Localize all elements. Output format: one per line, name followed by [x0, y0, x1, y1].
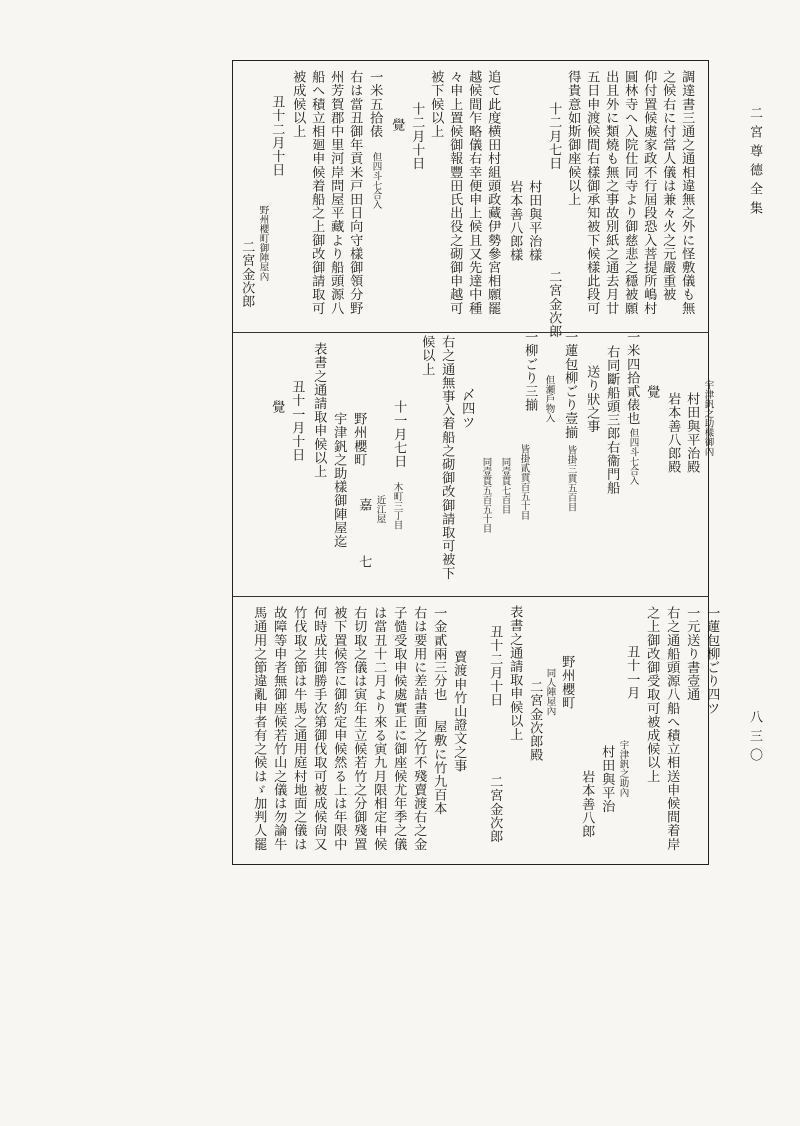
- middle-text-column: 但瀬戶物入: [543, 375, 555, 423]
- lower-text-column: 賣渡申竹山證文之事: [451, 650, 467, 773]
- upper-text-column: 覺: [389, 118, 405, 132]
- upper-text-column: 得貴意如斯御座候以上: [565, 70, 581, 206]
- middle-text-column: 覺: [644, 385, 660, 399]
- middle-text-column: 同壹貫五百五十目: [480, 457, 492, 533]
- running-title: 二宮尊德全集: [747, 106, 762, 220]
- middle-text-column: 同壹貫七百目: [499, 457, 511, 514]
- page-number: 八三〇: [747, 710, 762, 767]
- upper-text-column: 越候間乍略儀右幸便申上候且又先達中種: [466, 70, 482, 315]
- middle-text-column: 十一月七日: [391, 400, 407, 468]
- middle-text-column: 覺: [269, 400, 285, 414]
- lower-text-column: は當丑十二月より來る寅九月限相定申候: [371, 606, 387, 851]
- upper-text-column: 野州櫻町御陣屋內: [257, 205, 269, 281]
- upper-text-column: 但四斗七合入: [370, 152, 382, 209]
- upper-text-column: 一米五拾俵: [367, 70, 383, 138]
- lower-text-column: 二宮金次郎殿: [527, 680, 543, 762]
- lower-text-column: 同人陣屋內: [544, 668, 556, 716]
- upper-text-column: 仰付置候處家政不行屆段恐入菩提所嶋村: [641, 70, 657, 315]
- middle-text-column: 村田與平治殿: [684, 392, 700, 474]
- lower-text-column: 子慥受取申候處實正に御座候尤年季之儀: [391, 606, 407, 851]
- lower-text-column: 何時成共御勝手次第御伐取可被成候尙又: [311, 606, 327, 851]
- upper-text-column: 五日申渡候間右樣御承知被下候樣此段可: [584, 70, 600, 315]
- middle-text-column: 表書之通請取申候以上: [311, 342, 327, 478]
- lower-text-column: 表書之通請取申候以上: [507, 605, 523, 741]
- lower-text-column: 被下置候答に御約定申候然る上は年限中: [331, 606, 347, 851]
- middle-text-column: 七: [356, 555, 372, 569]
- lower-text-column: 一元送り書壹通: [684, 606, 700, 702]
- upper-text-column: 十二月十日: [409, 102, 425, 170]
- middle-text-column: 近江屋: [374, 495, 386, 524]
- middle-text-column: 皆掛貳貫百五十目: [518, 444, 530, 520]
- lower-text-column: 竹伐取之節は牛馬之通用庭村地面之儀は: [291, 606, 307, 851]
- lower-text-column: 一金貳兩三分也: [431, 606, 447, 702]
- lower-text-column: 右之通船頭源八船へ積立相送申候間着岸: [664, 606, 680, 851]
- middle-text-column: 岩本善八郎殿: [665, 392, 681, 474]
- upper-text-column: 被成候以上: [290, 70, 306, 138]
- upper-text-column: 村田與平治樣: [526, 180, 542, 262]
- lower-text-column: 故障等申者無御座候若竹山之儀は勿論牛: [271, 606, 287, 851]
- lower-text-column: 右は要用に差詰書面之竹不殘賣渡右之金: [411, 606, 427, 851]
- section-divider-lower: [233, 596, 709, 597]
- middle-text-column: 嘉: [356, 498, 372, 512]
- upper-text-column: 々申上置候御報豐田氏出役之砌御申越可: [447, 70, 463, 315]
- lower-text-column: 一蓮包柳ごり四ツ: [704, 606, 720, 715]
- middle-text-column: 送り狀之事: [584, 365, 600, 433]
- lower-text-column: 野州櫻町: [559, 655, 575, 710]
- middle-text-column: 皆掛三貫五百目: [565, 445, 577, 512]
- upper-text-column: 右は當丑御年貢米戸田日向守樣御領分野: [347, 70, 363, 315]
- middle-text-column: 木町三丁目: [391, 482, 403, 530]
- upper-text-column: 追て此度横田村組頭政藏伊勢參宮相願罷: [485, 70, 501, 315]
- middle-text-column: 宇津釩之助樣御內: [702, 380, 714, 456]
- upper-text-column: 二宮金次郎: [546, 270, 562, 338]
- upper-text-column: 州芳賀郡中里河岸問屋平藏より船頭源八: [328, 70, 344, 315]
- lower-text-column: 屋敷に竹九百本: [431, 720, 447, 816]
- lower-text-column: 丑十一月: [624, 645, 640, 700]
- lower-text-column: 村田與平治: [599, 745, 615, 813]
- upper-text-column: 出且外に類燒も無之事故別紙之通去月廿: [603, 70, 619, 315]
- middle-text-column: 野州櫻町: [351, 412, 367, 467]
- middle-text-column: 候以上: [419, 335, 435, 376]
- middle-text-column: 〆四ツ: [459, 388, 475, 429]
- lower-text-column: 二宮金次郎: [487, 775, 503, 843]
- upper-text-column: 船へ積立相廻申候着船之上御改御請取可: [309, 70, 325, 315]
- upper-text-column: 之候右に付當人儀は兼々火之元嚴重被: [660, 70, 676, 302]
- middle-text-column: 一蓮包柳ごり壹揃: [562, 330, 578, 439]
- upper-text-column: 十二月七日: [546, 102, 562, 170]
- middle-text-column: 一柳ごり三揃: [522, 330, 538, 412]
- lower-text-column: 宇津釩之助內: [617, 740, 629, 797]
- upper-text-column: 岩本善八郎樣: [507, 180, 523, 262]
- middle-text-column: 右同斷船頭三郎右衞門船: [604, 345, 620, 495]
- upper-text-column: 丑十二月十日: [269, 95, 285, 177]
- upper-text-column: 圓林寺へ入院仕同寺より御慈悲之穩被願: [622, 70, 638, 315]
- middle-text-column: 但四斗七合入: [627, 428, 639, 485]
- upper-text-column: 二宮金次郎: [239, 240, 255, 308]
- lower-text-column: 右切取之儀は寅年生立候若竹之分御殘置: [351, 606, 367, 851]
- upper-text-column: 調達書三通之通相違無之外に怪敷儀も無: [679, 70, 695, 315]
- middle-text-column: 宇津釩之助樣御陣屋迄: [331, 412, 347, 548]
- middle-text-column: 丑十一月十日: [289, 380, 305, 462]
- lower-text-column: 岩本善八郎: [579, 770, 595, 838]
- lower-text-column: 馬通用之節違亂申者有之候はゞ加判人罷: [251, 606, 267, 851]
- lower-text-column: 之上御改御受取可被成候以上: [644, 606, 660, 783]
- lower-text-column: 丑十二月十日: [487, 625, 503, 707]
- upper-text-column: 被下候以上: [428, 70, 444, 138]
- middle-text-column: 右之通無事入着船之砌御改御請取可被下: [439, 335, 455, 580]
- middle-text-column: 一米四拾貳俵也: [624, 330, 640, 426]
